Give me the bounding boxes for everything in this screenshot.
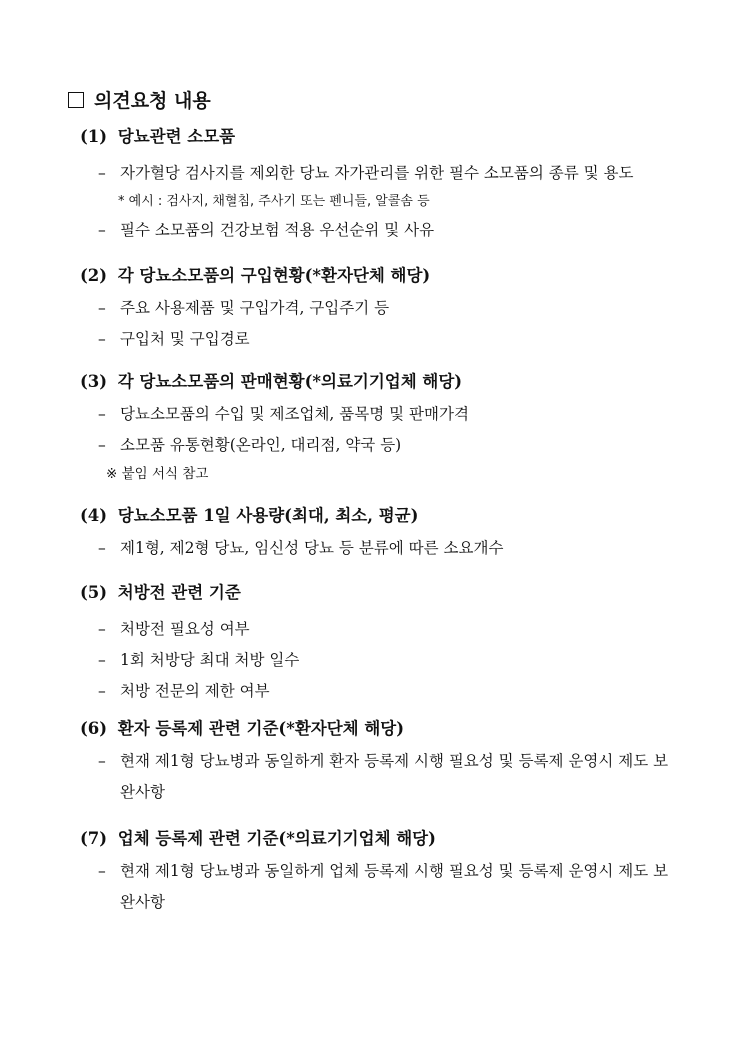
section-5 <box>80 580 680 707</box>
section-heading: (7) 업체 등록제 관련 기준(*의료기기업체 해당) <box>80 829 436 848</box>
list-item: – 자가혈당 검사지를 제외한 당뇨 자가관리를 위한 필수 소모품의 종류 및 용도 <box>98 164 634 182</box>
section-3 <box>80 369 680 487</box>
section-7 <box>80 826 680 918</box>
section-heading: (1) 당뇨관련 소모품 <box>80 127 236 146</box>
list-item: – 당뇨소모품의 수입 및 제조업체, 품목명 및 판매가격 <box>98 405 469 423</box>
list-item: – 현재 제1형 당뇨병과 동일하게 환자 등록제 시행 필요성 및 등록제 운영시 제도 보완사항 <box>98 752 669 801</box>
list-item: – 소모품 유통현황(온라인, 대리점, 약국 등) <box>98 436 402 454</box>
document-title <box>68 86 211 113</box>
section-heading: (5) 처방전 관련 기준 <box>80 583 241 602</box>
section-heading: (3) 각 당뇨소모품의 판매현황(*의료기기업체 해당) <box>80 372 463 391</box>
checkbox-square-icon <box>68 92 84 108</box>
list-item: – 1회 처방당 최대 처방 일수 <box>98 651 300 669</box>
section-2 <box>80 263 680 355</box>
section-1 <box>80 124 680 246</box>
list-item: – 처방전 필요성 여부 <box>98 620 250 638</box>
list-item: – 주요 사용제품 및 구입가격, 구입주기 등 <box>98 299 390 317</box>
section-heading: (4) 당뇨소모품 1일 사용량(최대, 최소, 평균) <box>80 506 419 525</box>
list-item: – 구입처 및 구입경로 <box>98 330 250 348</box>
section-4 <box>80 503 680 564</box>
example-note: * 예시 : 검사지, 채혈침, 주사기 또는 펜니들, 알콜솜 등 <box>118 194 430 209</box>
section-heading: (6) 환자 등록제 관련 기준(*환자단체 해당) <box>80 719 405 738</box>
section-6 <box>80 716 680 808</box>
section-heading: (2) 각 당뇨소모품의 구입현황(*환자단체 해당) <box>80 266 431 285</box>
list-item: – 필수 소모품의 건강보험 적용 우선순위 및 사유 <box>98 221 435 239</box>
reference-note: ※ 붙임 서식 참고 <box>106 466 209 482</box>
list-item: – 현재 제1형 당뇨병과 동일하게 업체 등록제 시행 필요성 및 등록제 운영시 제도 보완사항 <box>98 862 669 911</box>
list-item: – 처방 전문의 제한 여부 <box>98 682 270 700</box>
title-text: 의견요청 내용 <box>94 90 211 112</box>
list-item: – 제1형, 제2형 당뇨, 임신성 당뇨 등 분류에 따른 소요개수 <box>98 539 504 557</box>
